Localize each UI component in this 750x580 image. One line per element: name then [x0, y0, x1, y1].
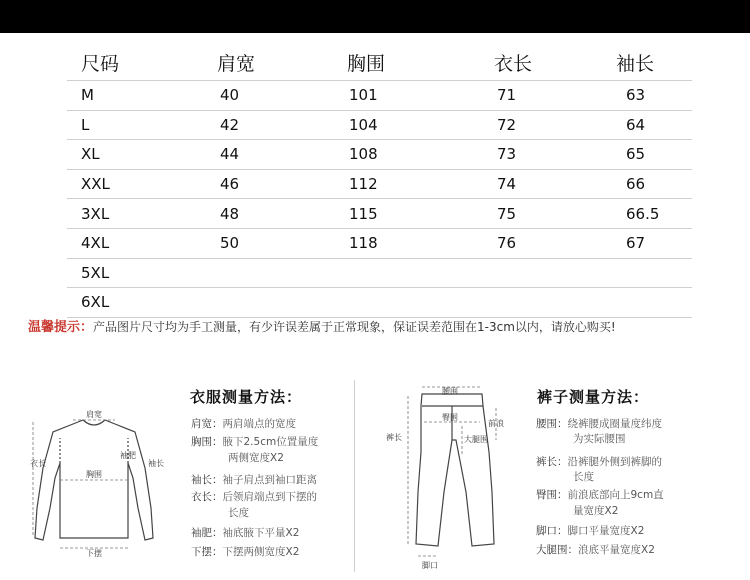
notice-label: 温馨提示： [28, 320, 94, 335]
item-value: 前浪底部向上9cm直 [567, 489, 664, 501]
item-key: 裤长： [536, 456, 568, 468]
cell-shoulder: 40 [220, 86, 240, 105]
cell-sleeve: 63 [626, 86, 646, 105]
top-banner [0, 0, 750, 33]
table-row [67, 259, 692, 289]
cell-size: 6XL [81, 293, 110, 312]
label-shoulder: 肩宽 [86, 410, 102, 419]
item-key: 下摆： [191, 546, 223, 558]
label-pants-length: 裤长 [386, 433, 402, 442]
item-key: 胸围： [191, 436, 223, 448]
item-value: 袖底腋下平量X2 [222, 527, 300, 539]
item-value: 长度 [573, 471, 594, 483]
cell-size: XL [81, 145, 100, 164]
item-value: 脚口平量宽度X2 [567, 525, 645, 537]
pants-item [536, 487, 664, 504]
size-table [67, 45, 692, 318]
cell-size: M [81, 86, 94, 105]
clothes-item [191, 434, 318, 451]
section-divider [354, 380, 355, 572]
clothes-item [191, 525, 299, 542]
pants-item [573, 469, 594, 486]
item-value: 量宽度X2 [573, 505, 619, 517]
label-sleeve-width: 袖肥 [120, 451, 136, 460]
label-thigh: 大腿围 [464, 435, 488, 444]
cell-length: 72 [497, 115, 517, 134]
pants-item [573, 503, 618, 520]
header-chest: 胸围 [347, 53, 386, 75]
table-row [67, 111, 692, 141]
pants-method-title: 裤子测量方法： [537, 388, 650, 406]
label-length: 衣长 [30, 459, 46, 468]
clothes-item [191, 489, 317, 506]
label-sleeve: 袖长 [148, 459, 164, 468]
item-value: 浪底平量宽度X2 [578, 544, 655, 556]
table-row [67, 229, 692, 259]
cell-chest: 104 [349, 115, 378, 134]
item-value: 绕裤腰成圈量度纬度 [567, 418, 662, 430]
label-cuff: 脚口 [422, 561, 438, 570]
cell-sleeve: 66.5 [626, 204, 660, 223]
notice-text: 产品图片尺寸均为手工测量，有少许误差属于正常现象，保证误差范围在1-3cm以内，请放心购买! [93, 320, 616, 334]
label-rise: 前浪 [488, 419, 504, 428]
pants-item [536, 454, 662, 471]
cell-chest: 118 [349, 234, 378, 253]
cell-length: 74 [497, 175, 517, 194]
cell-shoulder: 48 [220, 204, 240, 223]
item-key: 袖肥： [191, 527, 223, 539]
table-row [67, 170, 692, 200]
clothes-item [191, 544, 299, 561]
item-key: 腰围： [536, 418, 568, 430]
pants-item [573, 431, 626, 448]
cell-chest: 101 [349, 86, 378, 105]
header-shoulder: 肩宽 [217, 53, 256, 75]
cell-shoulder: 50 [220, 234, 240, 253]
pants-item [536, 542, 655, 559]
item-value: 两肩端点的宽度 [222, 418, 296, 430]
pants-item [536, 523, 644, 540]
label-waist: 腰围 [442, 387, 458, 396]
cell-shoulder: 46 [220, 175, 240, 194]
cell-length: 76 [497, 234, 517, 253]
label-hem: 下摆 [86, 549, 102, 558]
item-key: 脚口： [536, 525, 568, 537]
header-sleeve: 袖长 [616, 53, 655, 75]
table-header-row [67, 45, 692, 81]
clothes-item [228, 450, 284, 467]
item-key: 衣长： [191, 491, 223, 503]
cell-size: 5XL [81, 263, 110, 282]
clothes-item [228, 505, 249, 522]
cell-chest: 108 [349, 145, 378, 164]
item-value: 长度 [228, 507, 249, 519]
table-row [67, 199, 692, 229]
table-row [67, 288, 692, 318]
item-value: 两侧宽度X2 [228, 452, 284, 464]
label-chest: 胸围 [86, 470, 102, 479]
pants-diagram [384, 382, 516, 574]
shirt-diagram [28, 408, 166, 560]
cell-length: 73 [497, 145, 517, 164]
clothes-item [191, 416, 296, 433]
item-key: 肩宽： [191, 418, 223, 430]
cell-size: XXL [81, 175, 110, 194]
cell-chest: 112 [349, 175, 378, 194]
header-length: 衣长 [494, 53, 533, 75]
cell-size: L [81, 115, 90, 134]
item-key: 袖长： [191, 474, 223, 486]
measurement-notice [28, 316, 616, 335]
cell-sleeve: 64 [626, 115, 646, 134]
cell-shoulder: 42 [220, 115, 240, 134]
item-value: 后领肩端点到下摆的 [222, 491, 317, 503]
item-value: 为实际腰围 [573, 433, 626, 445]
label-hip: 臀围 [442, 413, 458, 422]
item-value: 袖子肩点到袖口距离 [222, 474, 317, 486]
cell-length: 71 [497, 86, 517, 105]
item-key: 臀围： [536, 489, 568, 501]
clothes-item [191, 472, 317, 489]
item-value: 下摆两侧宽度X2 [222, 546, 300, 558]
item-value: 沿裤腿外侧到裤脚的 [567, 456, 662, 468]
cell-shoulder: 44 [220, 145, 240, 164]
cell-length: 75 [497, 204, 517, 223]
cell-size: 3XL [81, 204, 110, 223]
table-row [67, 140, 692, 170]
cell-sleeve: 66 [626, 175, 646, 194]
cell-chest: 115 [349, 204, 378, 223]
item-value: 腋下2.5cm位置量度 [222, 436, 319, 448]
cell-sleeve: 65 [626, 145, 646, 164]
cell-size: 4XL [81, 234, 110, 253]
table-row [67, 81, 692, 111]
cell-sleeve: 67 [626, 234, 646, 253]
item-key: 大腿围： [536, 544, 578, 556]
header-size: 尺码 [81, 53, 120, 75]
clothes-method-title: 衣服测量方法： [190, 388, 303, 406]
